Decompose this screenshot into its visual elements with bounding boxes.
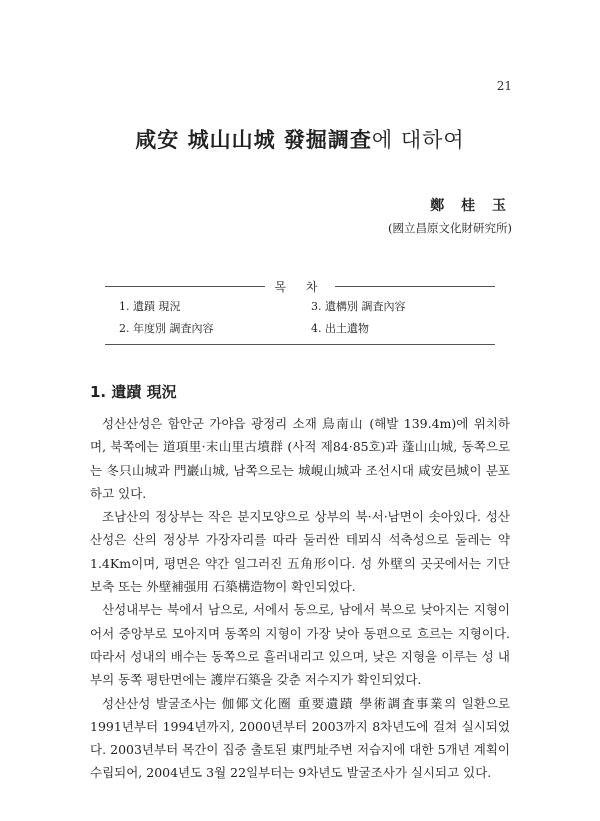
toc-item: 3. 遺構別 調査內容 bbox=[311, 300, 406, 313]
author-name: 鄭 桂 玉 bbox=[430, 198, 512, 214]
toc-rule-left bbox=[105, 286, 265, 287]
body-paragraph: 조남산의 정상부는 작은 분지모양으로 상부의 북·서·남면이 솟아있다. 성산산성은 산의 정상부 가장자리를 따라 둘러싼 테뫼식 석축성으로 둘레는 약 1.4Km이며, 평면은 약간 일그러진 五角形이다. 성 外壁의 곳곳에서는 기단보축 또는 外壁補强用 石築構造物이 확인되었다. bbox=[90, 509, 510, 595]
title-bold-part: 咸安 城山山城 發掘調査 bbox=[135, 127, 372, 152]
page-number: 21 bbox=[496, 79, 512, 93]
toc-item: 1. 遺蹟 現況 bbox=[119, 300, 181, 313]
section-body bbox=[90, 412, 510, 785]
toc-rule-bottom bbox=[105, 344, 495, 345]
toc-item: 2. 年度別 調査內容 bbox=[119, 322, 214, 335]
title-normal-part: 에 대하여 bbox=[371, 128, 465, 152]
toc-rule-right bbox=[335, 286, 495, 287]
author-affiliation: (國立昌原文化財研究所) bbox=[388, 221, 512, 235]
section-heading: 1. 遺蹟 現況 bbox=[90, 383, 177, 401]
table-of-contents bbox=[105, 278, 495, 342]
toc-heading: 목 차 bbox=[274, 280, 326, 294]
body-paragraph: 산성내부는 북에서 남으로, 서에서 동으로, 남에서 북으로 낮아지는 지형이어서 중앙부로 모아지며 동쪽의 지형이 가장 낮아 동편으로 흐르는 지형이다. 따라서 성내의 배수는 동쪽으로 흘러내리고 있으며, 낮은 지형을 이루는 성 내부의 동쪽 평탄면에는 護岸石築을 갖춘 저수지가 확인되었다. bbox=[90, 602, 510, 688]
toc-item: 4. 出土遺物 bbox=[311, 322, 369, 335]
body-paragraph: 성산산성 발굴조사는 伽倻文化圈 重要遺蹟 學術調査事業의 일환으로 1991년부터 1994년까지, 2000년부터 2003까지 8차년도에 걸쳐 실시되었다. 2003년부터 목간이 집중 출토된 東門址주변 저습지에 대한 5개년 계획이 수립되어, 2004년도 3월 22일부터는 9차년도 발굴조사가 실시되고 있다. bbox=[90, 695, 510, 781]
body-paragraph: 성산산성은 함안군 가야읍 광정리 소재 鳥南山 (해발 139.4m)에 위치하며, 북쪽에는 道項里·末山里古墳群 (사적 제84·85호)과 蓬山山城, 동쪽으로는 冬只山城과 門巖山城, 남쪽으로는 城峴山城과 조선시대 咸安邑城이 분포하고 있다. bbox=[90, 416, 510, 501]
page-title bbox=[0, 124, 600, 154]
